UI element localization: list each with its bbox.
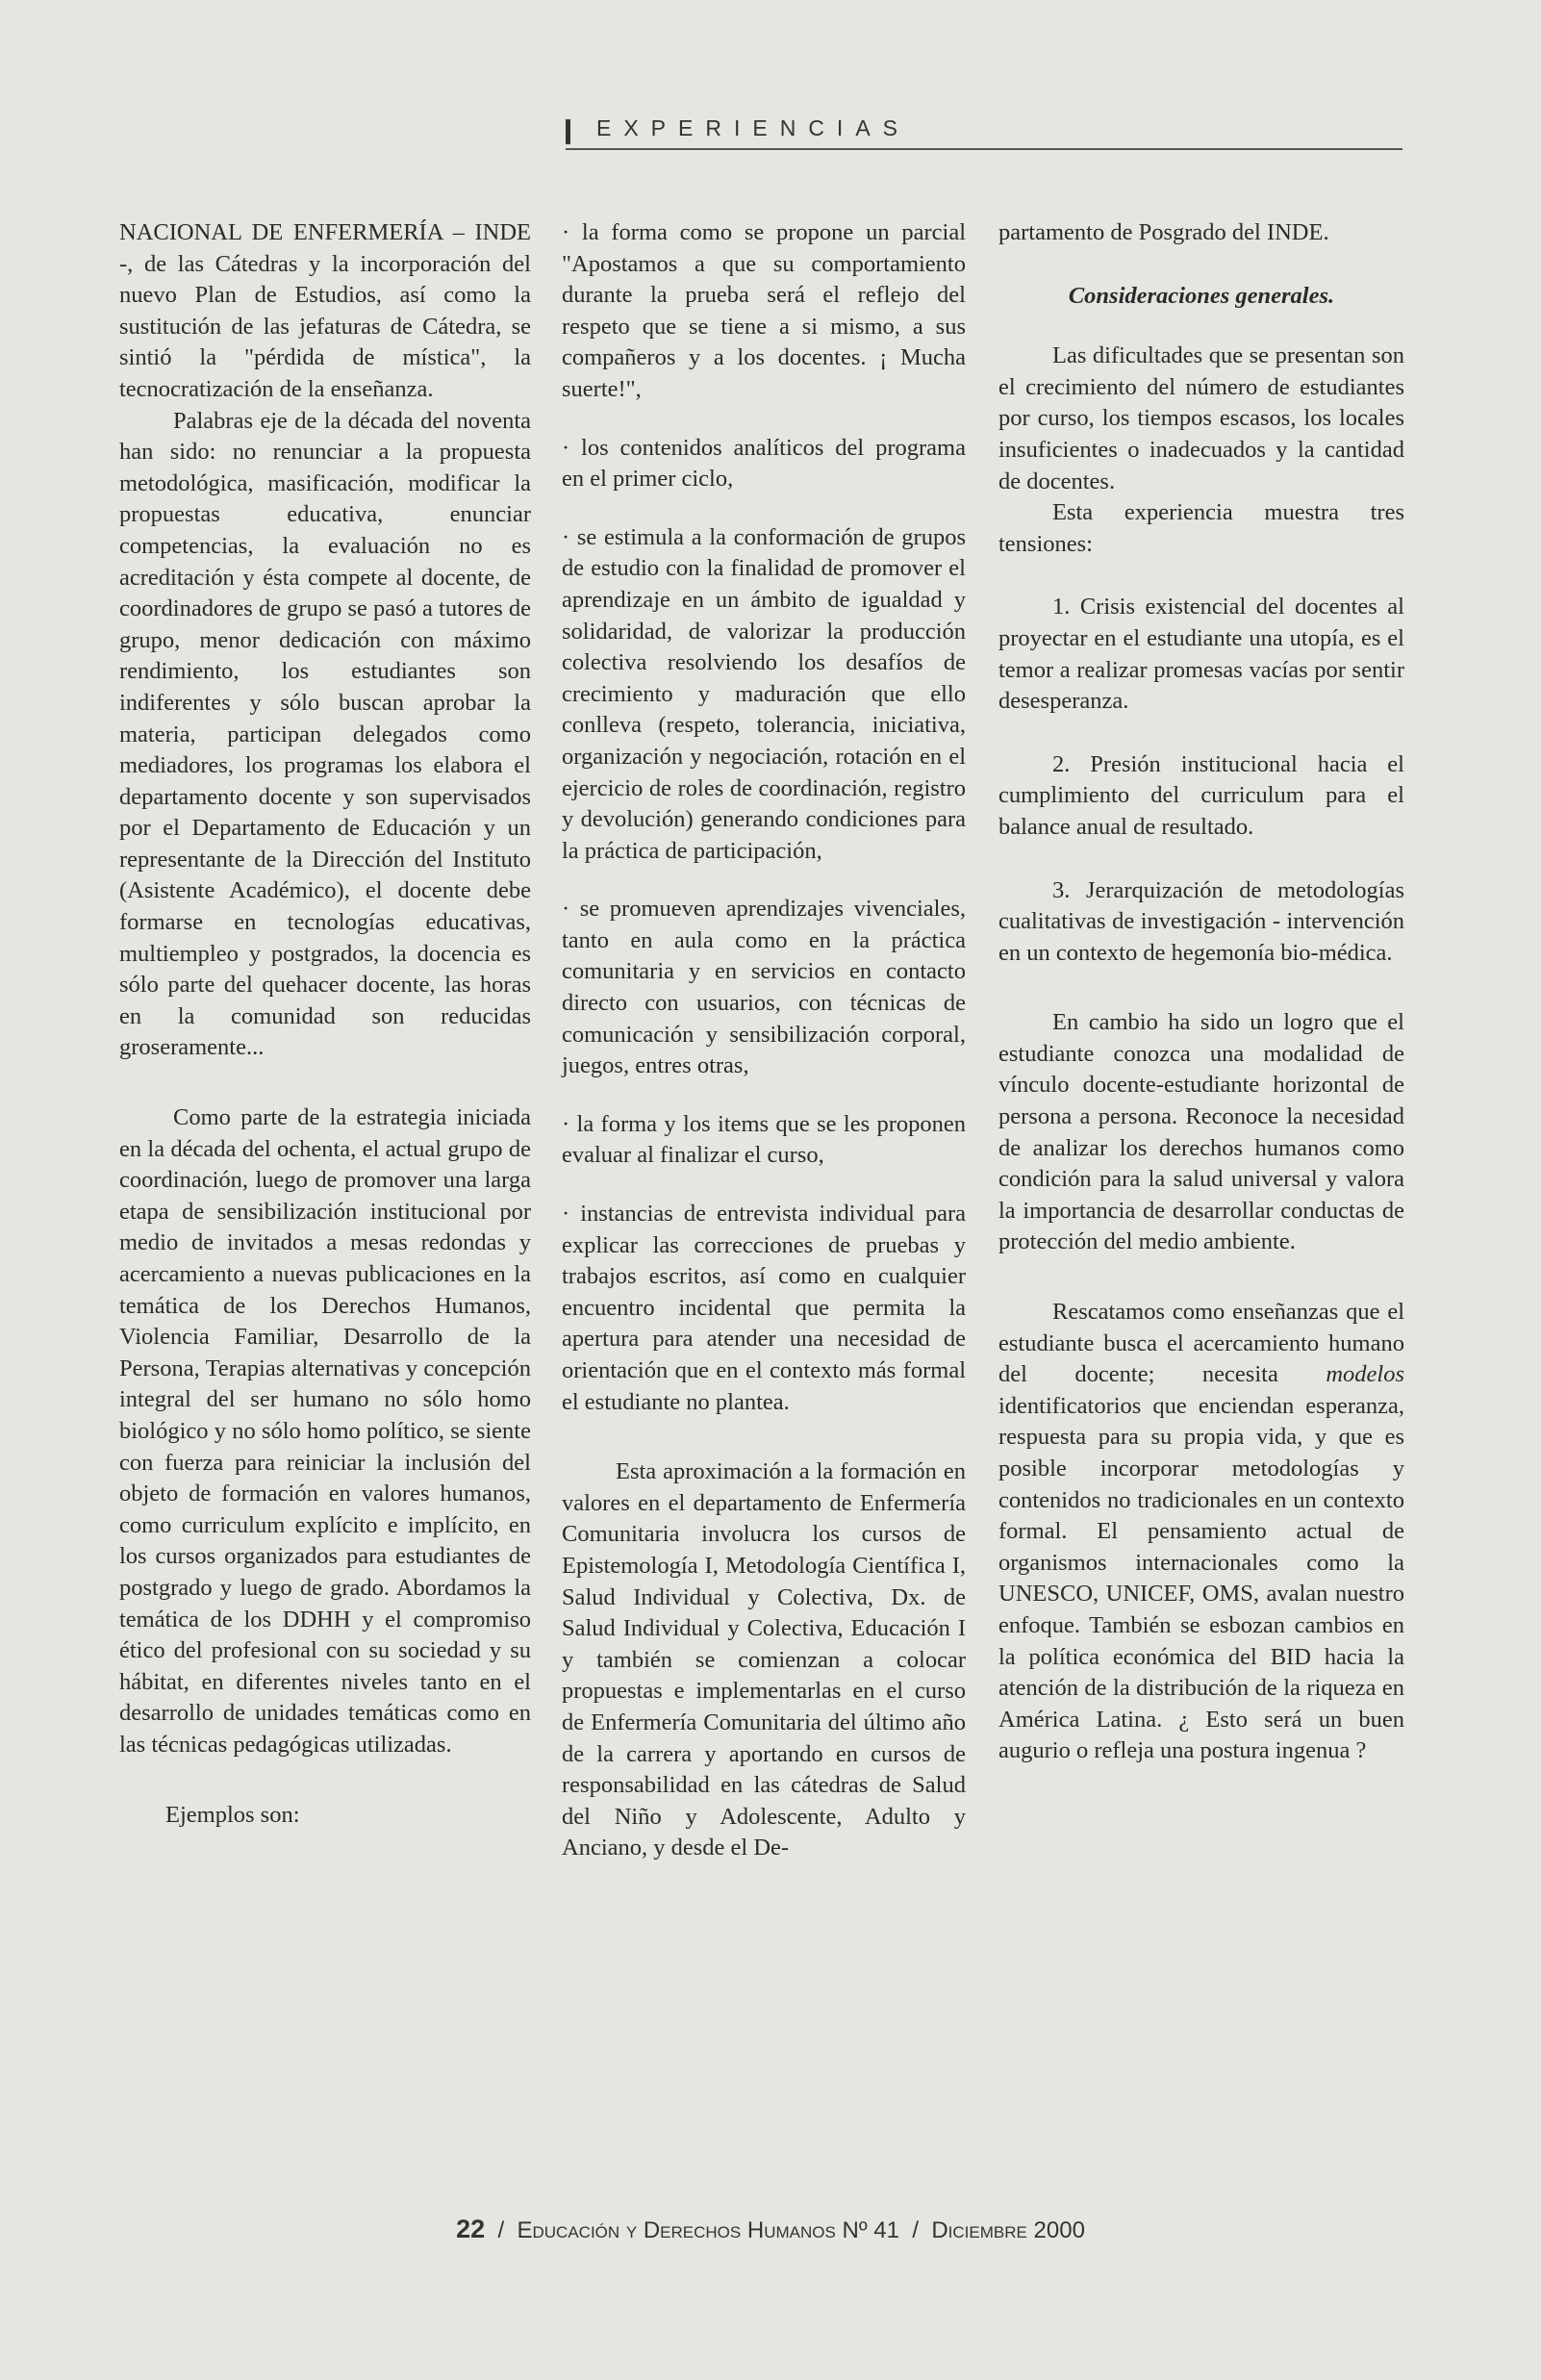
paragraph: Esta aproximación a la formación en valores en el departamento de Enfermería Comunitaria involucra los cursos de Epistemología I, Metodología Científica I, Salud Individual y Colectiva, Dx. de Salud Individual y Colectiva, Educación I y también se comienzan a colocar propuestas e implementarlas en el curso de Enfermería Comunitaria del último año de la carrera y aportando en cursos de responsabilidad en las cátedras de Salud del Niño y Adolescente, Adulto y Anciano, y desde el De- <box>562 1458 966 1861</box>
column-1 <box>119 217 531 1831</box>
section-title: EXPERIENCIAS <box>596 115 910 140</box>
column-3 <box>998 217 1404 1767</box>
paragraph: NACIONAL DE ENFERMERÍA – INDE -, de las Cátedras y la incorporación del nuevo Plan de Estudios, así como la sustitución de las jefaturas de Cátedra, se sintió la "pérdida de mística", la tecnocratización de la enseñanza. <box>119 219 531 402</box>
column-2 <box>562 217 966 1864</box>
header-bar <box>566 119 570 144</box>
text-run: Rescatamos como enseñanzas que el estudiante busca el acercamiento humano del docente; necesita <box>998 1299 1404 1388</box>
paragraph <box>998 1297 1404 1767</box>
page-number: 22 <box>456 2215 486 2243</box>
paragraph: Palabras eje de la década del noventa han sido: no renunciar a la propuesta metodológica, masificación, modificar la propuestas educativa, enunciar competencias, la evaluación no es acreditación y ésta compete al docente, de coordinadores de grupo se pasó a tutores de grupo, menor dedicación con máximo rendimiento, los estudiantes son indiferentes y sólo buscan aprobar la materia, participan delegados como mediadores, los programas los elabora el departamento docente y son supervisados por el Departamento de Educación y un representante de la Dirección del Instituto (Asistente Académico), el docente debe formarse en tecnologías educativas, multiempleo y postgrados, la docencia es sólo parte del quehacer docente, las horas en la comunidad son reducidas groseramente... <box>119 407 531 1061</box>
bullet-item: · la forma y los items que se les proponen evaluar al finalizar el curso, <box>562 1110 966 1169</box>
bullet-item: · los contenidos analíticos del programa en el primer ciclo, <box>562 434 966 493</box>
list-item: 1. Crisis existencial del docentes al proyectar en el estudiante una utopía, es el temor a realizar promesas vacías por sentir desesperanza. <box>998 594 1404 715</box>
paragraph: Esta experiencia muestra tres tensiones: <box>998 499 1404 557</box>
list-item: 3. Jerarquización de metodologías cualitativas de investigación - intervención en un contexto de hegemonía bio-médica. <box>998 876 1404 966</box>
separator: / <box>912 2217 919 2243</box>
paragraph: En cambio ha sido un logro que el estudiante conozca una modalidad de vínculo docente-estudiante horizontal de persona a persona. Reconoce la necesidad de analizar los derechos humanos como condición para la salud universal y valora la importancia de desarrollar conductas de protección del medio ambiente. <box>998 1009 1404 1255</box>
bullet-item: · se estimula a la conformación de grupos de estudio con la finalidad de promover el aprendizaje en un ámbito de igualdad y solidaridad, de valorizar la producción colectiva resolviendo los desafíos de crecimiento y maduración que ello conlleva (respeto, tolerancia, iniciativa, organización y negociación, rotación en el ejercicio de roles de coordinación, registro y devolución) generando condiciones para la práctica de participación, <box>562 523 966 864</box>
page-footer <box>0 2215 1541 2244</box>
paragraph: Como parte de la estrategia iniciada en la década del ochenta, el actual grupo de coordinación, luego de promover una larga etapa de sensibilización institucional por medio de invitados a mesas redondas y acercamiento a nuevas publicaciones en la temática de los Derechos Humanos, Violencia Familiar, Desarrollo de la Persona, Terapias alternativas y concepción integral del ser humano no sólo homo biológico y no sólo homo político, se siente con fuerza para reiniciar la inclusión del objeto de formación en valores humanos, como curriculum explícito e implícito, en los cursos organizados para estudiantes de postgrado y luego de grado. Abordamos la temática de los DDHH y el compromiso ético del profesional con su sociedad y su hábitat, en diferentes niveles tanto en el desarrollo de unidades temáticas como en las técnicas pedagógicas utilizadas. <box>119 1104 531 1758</box>
bullet-item: · la forma como se propone un parcial "Apostamos a que su comportamiento durante la prueba será el reflejo del respeto que se tiene a si mismo, a sus compañeros y a los docentes. ¡ Mucha suerte!", <box>562 219 966 402</box>
text-run: identificatorios que enciendan esperanza, respuesta para su propia vida, y que es posible incorporar metodologías y contenidos no tradicionales en un contexto formal. El pensamiento actual de organismos internacionales como la UNESCO, UNICEF, OMS, avalan nuestro enfoque. También se esbozan cambios en la política económica del BID hacia la atención de la distribución de la riqueza en América Latina. ¿ Esto será un buen augurio o refleja una postura ingenua ? <box>998 1392 1404 1764</box>
journal-name: Educación y Derechos Humanos Nº 41 <box>517 2217 899 2243</box>
section-heading: Consideraciones generales. <box>1068 282 1335 309</box>
paragraph: Ejemplos son: <box>165 1801 300 1828</box>
section-header <box>566 114 1402 150</box>
separator: / <box>497 2217 505 2243</box>
paragraph: Las dificultades que se presentan son el crecimiento del número de estudiantes por curso, los tiempos escasos, los locales insuficientes o inadecuados y la cantidad de docentes. <box>998 342 1404 494</box>
list-item: 2. Presión institucional hacia el cumplimiento del curriculum para el balance anual de resultado. <box>998 750 1404 840</box>
paragraph: partamento de Posgrado del INDE. <box>998 219 1329 245</box>
bullet-item: · se promueven aprendizajes vivenciales, tanto en aula como en la práctica comunitaria y en servicios en contacto directo con usuarios, con técnicas de comunicación y sensibilización corporal, juegos, entres otras, <box>562 896 966 1079</box>
emphasis: modelos <box>1326 1361 1404 1388</box>
issue-date: Diciembre 2000 <box>931 2217 1085 2243</box>
bullet-item: · instancias de entrevista individual para explicar las correcciones de pruebas y trabajos escritos, así como en cualquier encuentro incidental que permita la apertura para atender una necesidad de orientación que en el contexto más formal el estudiante no plantea. <box>562 1201 966 1415</box>
